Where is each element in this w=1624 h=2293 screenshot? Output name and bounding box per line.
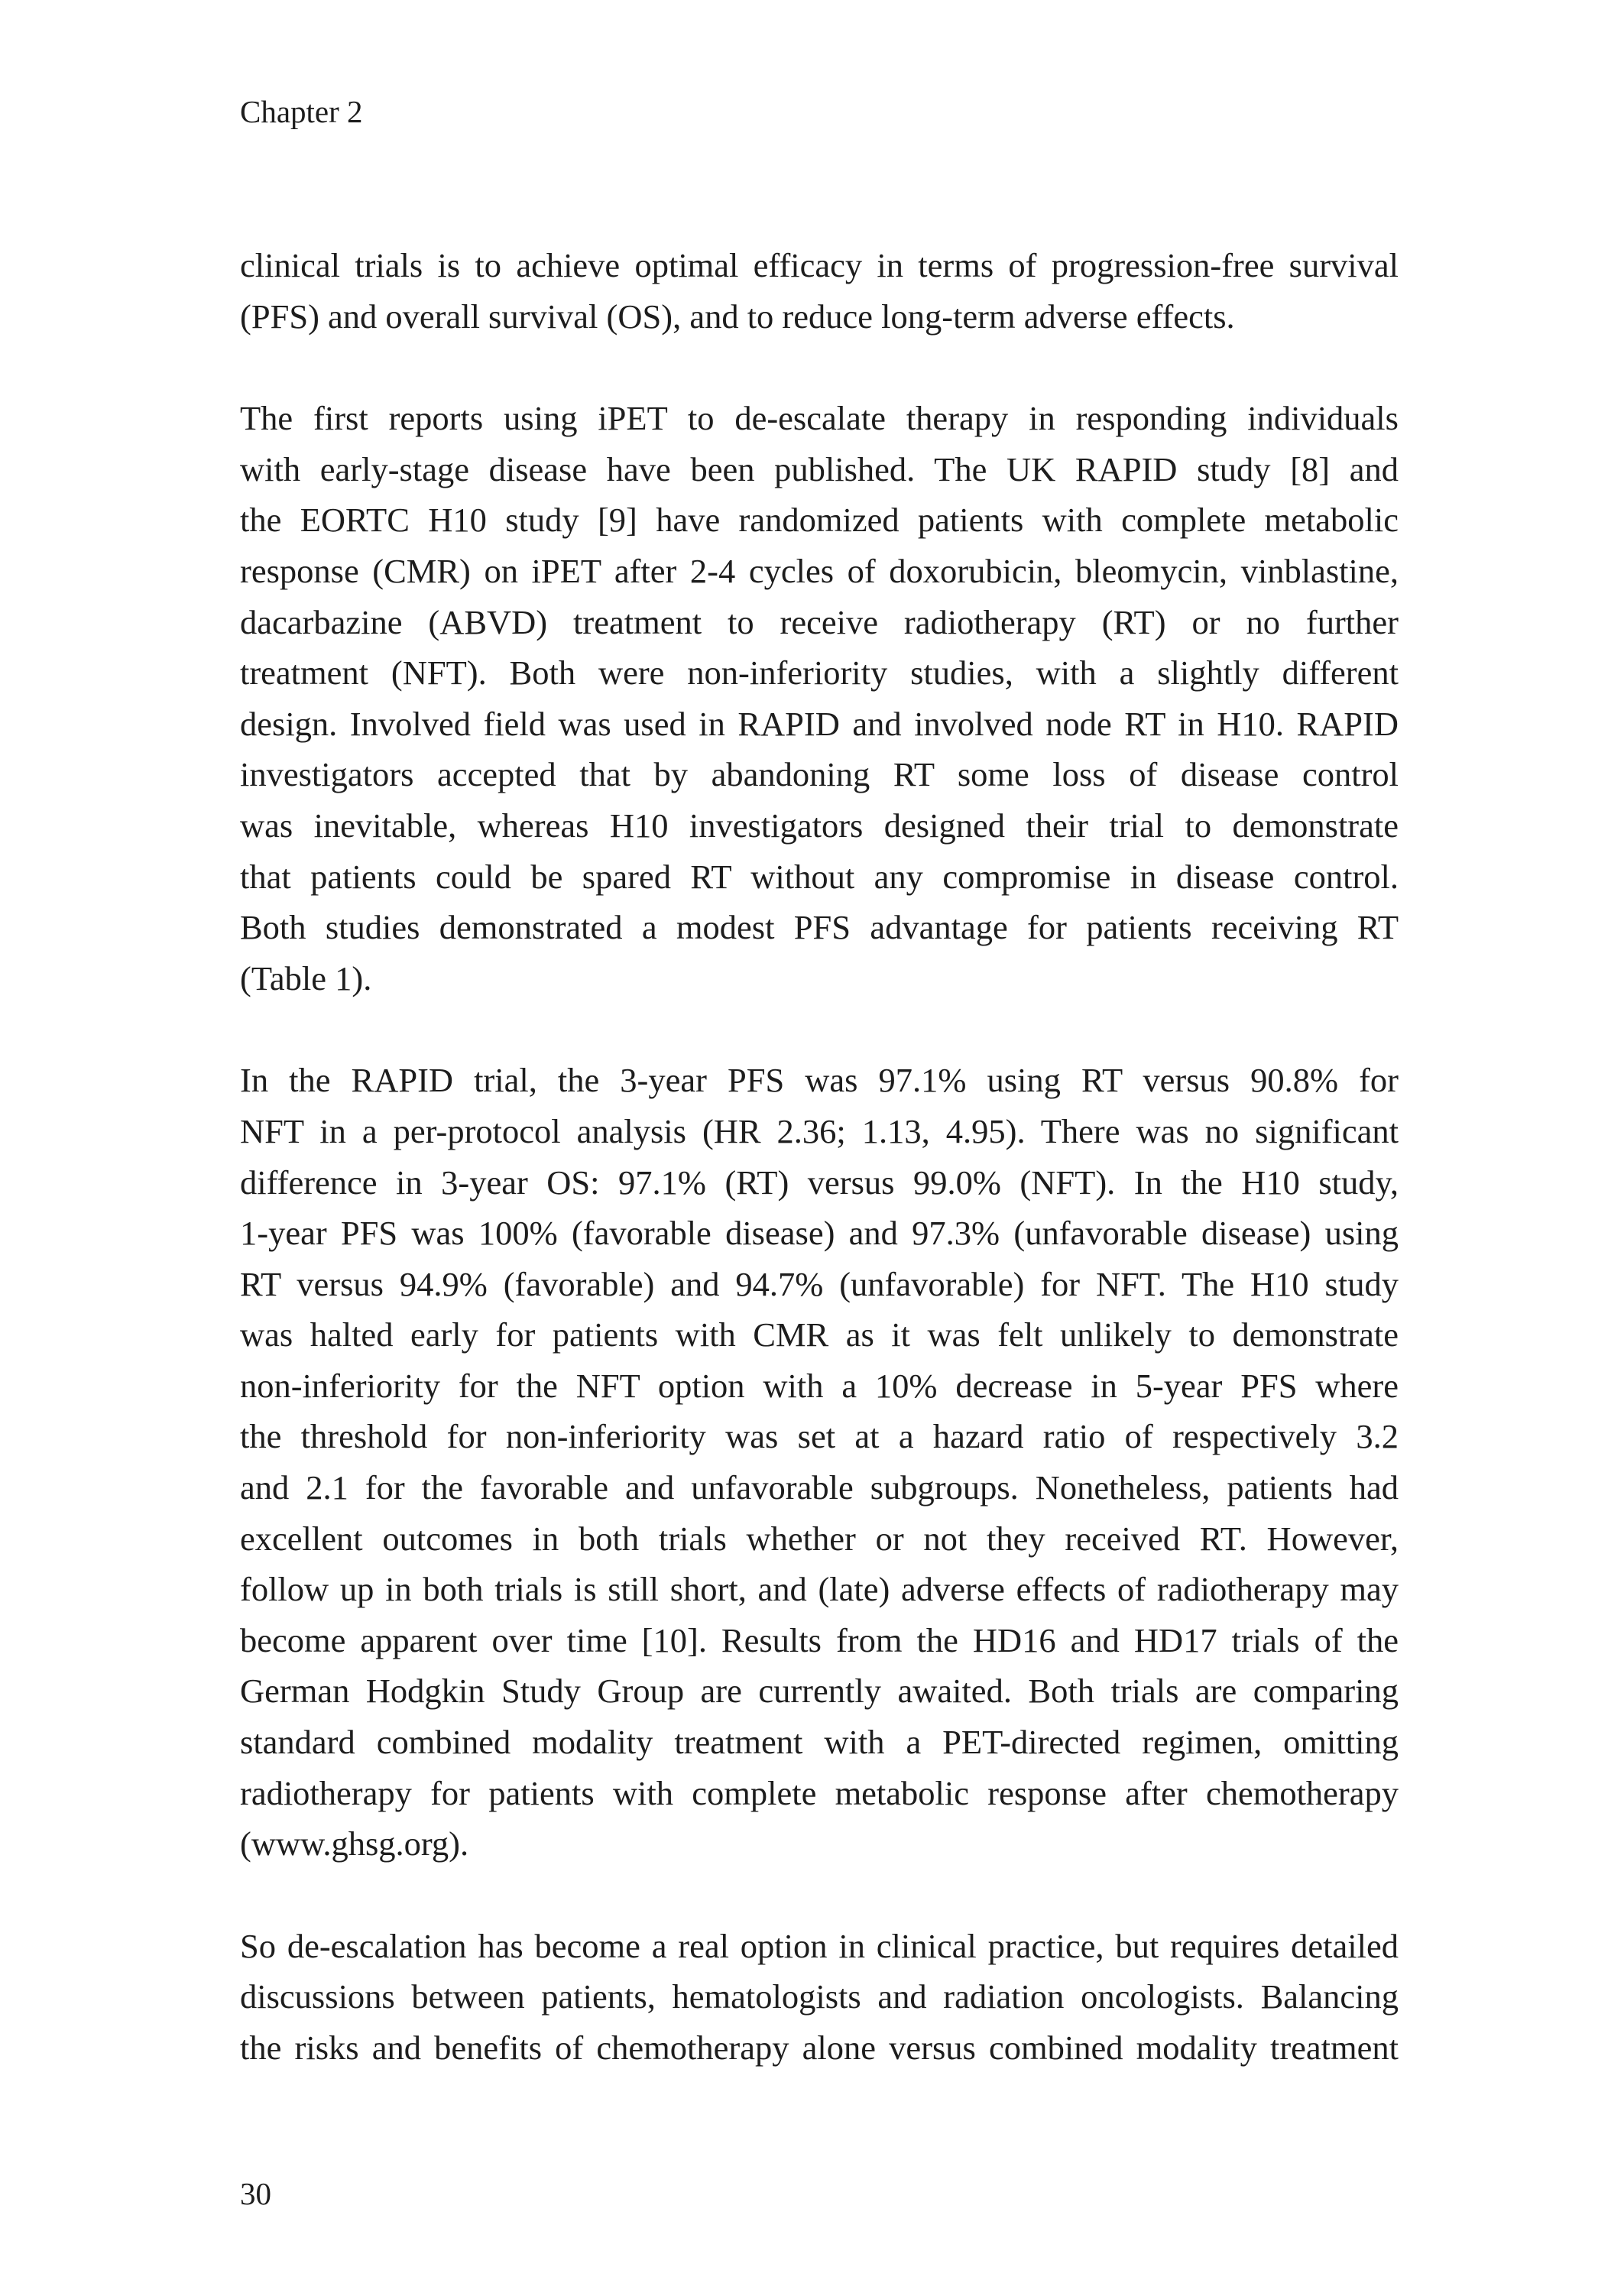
website-reference-line: (www.ghsg.org). — [240, 1824, 469, 1863]
text-line: In the RAPID trial, the 3-year PFS was 97.1% using RT versus 90.8% for — [240, 1061, 1399, 1100]
text-line: German Hodgkin Study Group are currently awaited. Both trials are comparing — [240, 1672, 1399, 1711]
text-line: response (CMR) on iPET after 2-4 cycles of doxorubicin, bleomycin, vinblastine, — [240, 551, 1399, 590]
text-line: excellent outcomes in both trials whether or not they received RT. However, — [240, 1519, 1399, 1558]
text-line: The first reports using iPET to de-escalate therapy in responding individuals — [240, 399, 1399, 438]
paragraph-3 — [240, 1055, 1399, 1870]
paragraph-2 — [240, 393, 1399, 1004]
text-line: dacarbazine (ABVD) treatment to receive radiotherapy (RT) or no further — [240, 602, 1399, 641]
text-line: with early-stage disease have been published. The UK RAPID study [8] and — [240, 449, 1399, 488]
text-line: discussions between patients, hematologists and radiation oncologists. Balancing — [240, 1977, 1399, 2016]
text-line: standard combined modality treatment with a PET-directed regimen, omitting — [240, 1723, 1399, 1762]
text-line: that patients could be spared RT without any compromise in disease control. — [240, 857, 1399, 896]
text-line: (Table 1). — [240, 958, 372, 997]
text-line: So de-escalation has become a real option in clinical practice, but requires detailed — [240, 1926, 1399, 1965]
text-line: follow up in both trials is still short, and (late) adverse effects of radiotherapy may — [240, 1570, 1399, 1609]
page-number: 30 — [240, 2176, 271, 2211]
body-text — [240, 240, 1399, 2074]
text-line: treatment (NFT). Both were non-inferiority studies, with a slightly different — [240, 654, 1399, 692]
running-header: Chapter 2 — [240, 94, 363, 129]
text-line: NFT in a per-protocol analysis (HR 2.36; 1.13, 4.95). There was no significant — [240, 1111, 1399, 1150]
text-line: (PFS) and overall survival (OS), and to reduce long-term adverse effects. — [240, 297, 1235, 336]
text-line: 1-year PFS was 100% (favorable disease) and 97.3% (unfavorable disease) using — [240, 1214, 1399, 1253]
text-line: the risks and benefits of chemotherapy alone versus combined modality treatment — [240, 2029, 1399, 2067]
text-line: investigators accepted that by abandoning RT some loss of disease control — [240, 755, 1399, 794]
text-line: non-inferiority for the NFT option with a 10% decrease in 5-year PFS where — [240, 1366, 1399, 1405]
text-line: Both studies demonstrated a modest PFS advantage for patients receiving RT — [240, 908, 1399, 947]
text-line: design. Involved field was used in RAPID and involved node RT in H10. RAPID — [240, 704, 1399, 743]
text-line: was halted early for patients with CMR as it was felt unlikely to demonstrate — [240, 1315, 1399, 1354]
text-line: the EORTC H10 study [9] have randomized patients with complete metabolic — [240, 501, 1399, 540]
text-line: RT versus 94.9% (favorable) and 94.7% (unfavorable) for NFT. The H10 study — [240, 1264, 1399, 1303]
text-line: and 2.1 for the favorable and unfavorable subgroups. Nonetheless, patients had — [240, 1468, 1399, 1507]
paragraph-4 — [240, 1921, 1399, 2074]
text-line: difference in 3-year OS: 97.1% (RT) versus 99.0% (NFT). In the H10 study, — [240, 1163, 1399, 1202]
text-line: was inevitable, whereas H10 investigators designed their trial to demonstrate — [240, 806, 1399, 845]
text-line: become apparent over time [10]. Results from the HD16 and HD17 trials of the — [240, 1620, 1399, 1659]
text-line: the threshold for non-inferiority was set at a hazard ratio of respectively 3.2 — [240, 1417, 1399, 1456]
text-line: clinical trials is to achieve optimal efficacy in terms of progression-free survival — [240, 246, 1399, 284]
text-line: radiotherapy for patients with complete metabolic response after chemotherapy — [240, 1773, 1399, 1812]
paragraph-1 — [240, 240, 1399, 342]
